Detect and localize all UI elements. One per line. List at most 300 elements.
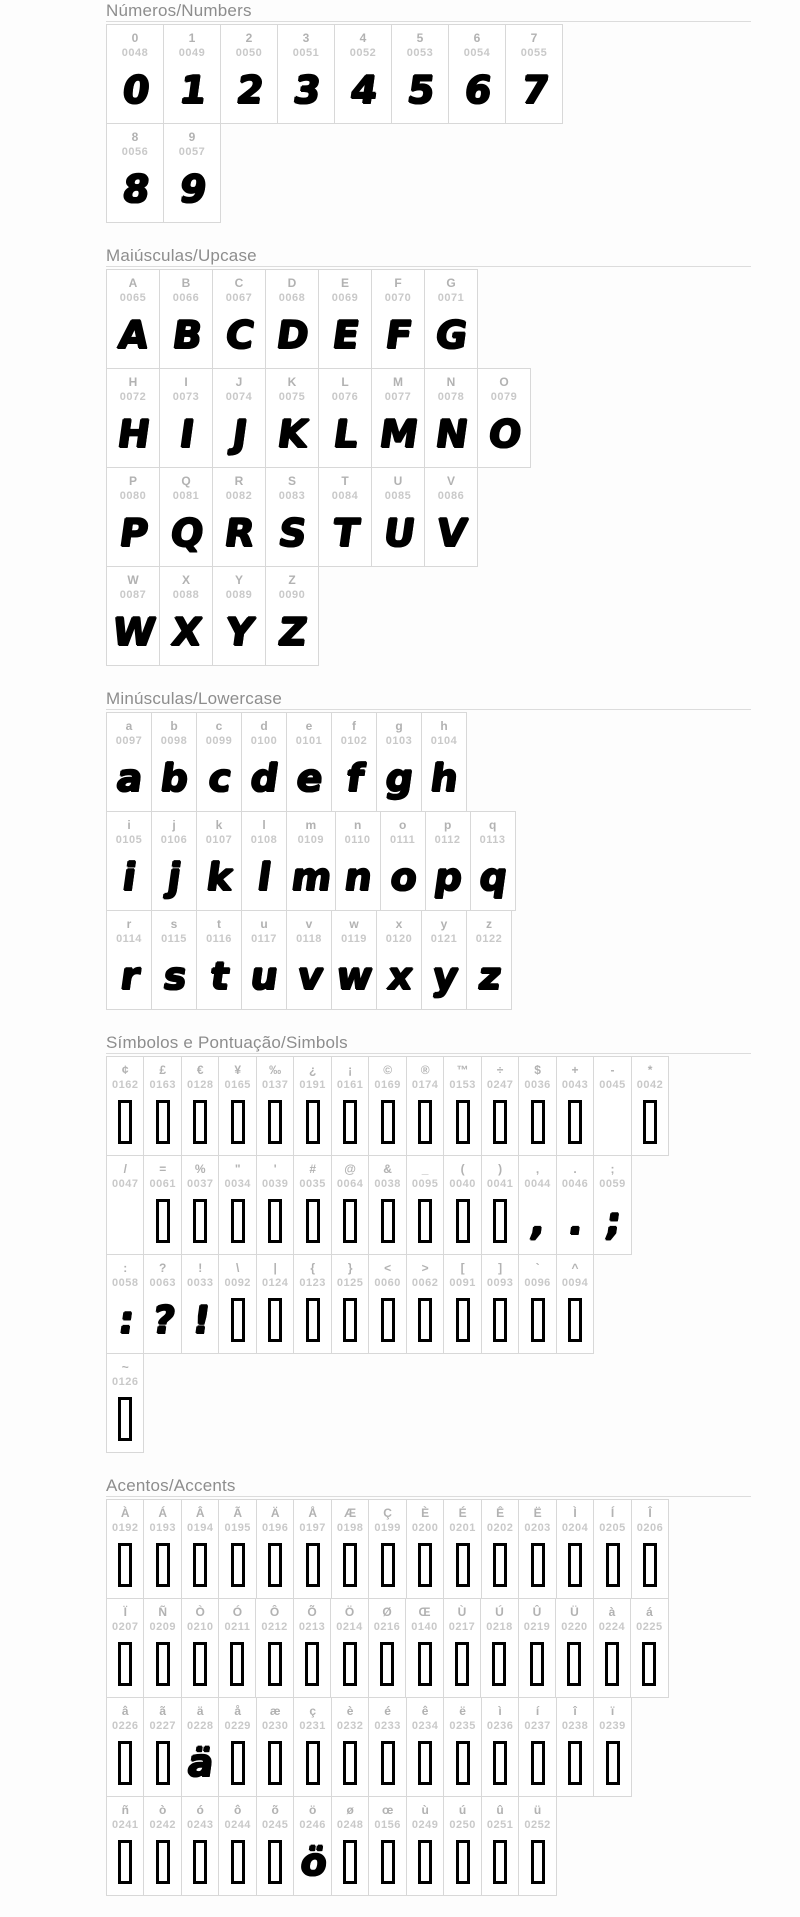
glyph-char-label: ™ (456, 1063, 469, 1077)
glyph-preview-area (449, 1832, 475, 1895)
glyph-preview: b (158, 755, 190, 800)
glyph-preview-area (487, 1832, 513, 1895)
glyph-char-label: I (184, 375, 188, 389)
glyph-cell-0197 (293, 1499, 331, 1599)
glyph-preview-area (334, 946, 374, 1009)
glyph-code-label: 0230 (261, 1720, 289, 1732)
glyph-code-label: 0125 (336, 1277, 364, 1289)
glyph-cell-0041 (481, 1155, 519, 1255)
missing-glyph-box-icon (418, 1298, 432, 1342)
missing-glyph-box-icon (531, 1741, 545, 1785)
glyph-cell-0193 (143, 1499, 181, 1599)
glyph-char-label: @ (344, 1162, 356, 1176)
glyph-cell-0241 (106, 1796, 144, 1896)
glyph-char-label: ~ (121, 1360, 129, 1374)
glyph-code-label: 0118 (296, 933, 322, 945)
glyph-preview-area (165, 503, 207, 566)
glyph-row (106, 24, 756, 124)
glyph-code-label: 0106 (160, 834, 188, 846)
glyph-char-label: Ú (495, 1605, 504, 1619)
missing-glyph-box-icon (343, 1298, 357, 1342)
missing-glyph-box-icon (493, 1840, 507, 1884)
glyph-cell-0048 (106, 24, 164, 124)
glyph-preview-area (112, 1290, 138, 1353)
glyph-code-label: 0038 (374, 1178, 401, 1190)
glyph-preview-area (511, 60, 557, 123)
glyph-cell-0101 (286, 712, 332, 812)
missing-glyph-box-icon (456, 1840, 470, 1884)
glyph-cell-0248 (331, 1796, 369, 1896)
glyph-code-label: 0063 (149, 1277, 176, 1289)
glyph-code-label: 0073 (172, 391, 200, 403)
glyph-preview-area (288, 847, 333, 910)
missing-glyph-box-icon (567, 1642, 581, 1686)
glyph-code-label: 0056 (121, 146, 149, 158)
glyph-char-label: ‰ (269, 1063, 282, 1077)
glyph-char-label: ú (458, 1803, 467, 1817)
missing-glyph-box-icon (343, 1840, 357, 1884)
glyph-cell-0201 (443, 1499, 481, 1599)
glyph-preview-area (271, 305, 313, 368)
missing-glyph-box-icon (493, 1543, 507, 1587)
glyph-code-label: 0057 (178, 146, 206, 158)
glyph-preview-area (483, 404, 525, 467)
glyph-cell-0236 (481, 1697, 519, 1797)
glyph-char-label: Ò (195, 1605, 205, 1619)
glyph-code-label: 0039 (261, 1178, 289, 1190)
glyph-char-label: & (383, 1162, 392, 1176)
glyph-cell-0235 (443, 1697, 481, 1797)
glyph-preview-area (412, 1092, 438, 1155)
glyph-code-label: 0082 (225, 490, 253, 502)
glyph-preview: e (294, 755, 324, 800)
missing-glyph-box-icon (118, 1100, 132, 1144)
glyph-code-label: 0156 (374, 1819, 401, 1831)
glyph-cell-0202 (481, 1499, 519, 1599)
glyph-code-label: 0242 (149, 1819, 176, 1831)
glyph-preview: I (176, 411, 196, 456)
glyph-preview-area (449, 1191, 475, 1254)
glyph-char-label: ' (273, 1162, 277, 1176)
missing-glyph-box-icon (193, 1543, 207, 1587)
glyph-cell-0116 (196, 910, 242, 1010)
glyph-code-label: 0087 (119, 589, 147, 601)
glyph-preview: B (169, 312, 203, 357)
missing-glyph-box-icon (268, 1100, 282, 1144)
glyph-cell-0056 (106, 123, 164, 223)
glyph-preview-area (336, 1634, 362, 1697)
glyph-code-label: 0219 (523, 1621, 551, 1633)
glyph-preview: i (120, 854, 138, 899)
missing-glyph-box-icon (568, 1100, 582, 1144)
glyph-code-label: 0105 (115, 834, 143, 846)
glyph-char-label: ë (459, 1704, 466, 1718)
glyph-code-label: 0052 (349, 47, 377, 59)
glyph-preview-area (382, 748, 416, 811)
glyph-cell-0114 (106, 910, 152, 1010)
glyph-cell-0123 (293, 1254, 331, 1354)
glyph-char-label: p (443, 818, 452, 832)
glyph-cell-0225 (630, 1598, 668, 1698)
glyph-cell-0231 (293, 1697, 331, 1797)
glyph-cell-0092 (218, 1254, 256, 1354)
missing-glyph-box-icon (231, 1840, 245, 1884)
glyph-cell-0198 (331, 1499, 369, 1599)
glyph-cell-0051 (277, 24, 335, 124)
glyph-preview: X (169, 609, 203, 654)
glyph-char-label: œ (381, 1803, 394, 1817)
glyph-preview-area (374, 1092, 400, 1155)
glyph-char-label: - (610, 1063, 615, 1077)
glyph-preview-area (427, 748, 461, 811)
glyph-preview: ? (149, 1297, 176, 1342)
glyph-code-label: 0035 (299, 1178, 326, 1190)
glyph-preview-area (374, 1290, 400, 1353)
section-title: Maiúsculas/Upcase (106, 247, 751, 267)
glyph-cell-0104 (421, 712, 467, 812)
missing-glyph-box-icon (493, 1199, 507, 1243)
glyph-code-label: 0077 (384, 391, 412, 403)
missing-glyph-box-icon (492, 1642, 506, 1686)
missing-glyph-box-icon (118, 1397, 132, 1441)
glyph-code-label: 0093 (486, 1277, 514, 1289)
glyph-code-label: 0114 (116, 933, 142, 945)
glyph-preview-area (524, 1290, 550, 1353)
glyph-code-label: 0064 (336, 1178, 364, 1190)
glyph-code-label: 0053 (406, 47, 434, 59)
glyph-char-label: 4 (359, 31, 367, 45)
glyph-char-label: ä (196, 1704, 204, 1718)
glyph-cell-0085 (371, 467, 425, 567)
glyph-code-label: 0174 (411, 1079, 439, 1091)
glyph-code-label: 0042 (636, 1079, 664, 1091)
glyph-char-label: ù (421, 1803, 429, 1817)
glyph-cell-0245 (256, 1796, 294, 1896)
glyph-code-label: 0065 (119, 292, 147, 304)
glyph-cell-0115 (151, 910, 197, 1010)
glyph-preview-area (157, 847, 191, 910)
glyph-code-label: 0096 (524, 1277, 551, 1289)
glyph-preview-area (299, 1634, 325, 1697)
glyph-code-label: 0095 (411, 1178, 439, 1190)
glyph-char-label: q (488, 818, 497, 832)
glyph-preview: q (476, 854, 509, 899)
glyph-preview: 3 (290, 67, 322, 112)
glyph-cell-0084 (318, 467, 372, 567)
glyph-cell-0077 (371, 368, 425, 468)
glyph-char-label: U (393, 474, 403, 488)
glyph-preview-area (430, 305, 472, 368)
glyph-char-label: € (196, 1063, 204, 1077)
glyph-code-label: 0103 (385, 735, 413, 747)
glyph-cell-0230 (256, 1697, 294, 1797)
glyph-preview-area (297, 1832, 328, 1895)
missing-glyph-box-icon (118, 1543, 132, 1587)
glyph-preview-area (449, 1733, 475, 1796)
missing-glyph-box-icon (268, 1642, 282, 1686)
glyph-cell-0037 (181, 1155, 219, 1255)
glyph-code-label: 0047 (112, 1178, 139, 1190)
section-symbols (106, 1034, 756, 1453)
glyph-preview-area (431, 847, 465, 910)
glyph-code-label: 0206 (636, 1522, 664, 1534)
glyph-code-label: 0237 (524, 1720, 551, 1732)
glyph-char-label: k (215, 818, 223, 832)
glyph-char-label: Í (610, 1506, 615, 1520)
glyph-code-label: 0246 (299, 1819, 326, 1831)
glyph-preview-area (299, 1191, 325, 1254)
glyph-preview-area (224, 1535, 250, 1598)
glyph-char-label: á (646, 1605, 653, 1619)
glyph-cell-0052 (334, 24, 392, 124)
glyph-char-label: ¿ (308, 1063, 317, 1077)
glyph-preview-area (109, 602, 157, 665)
glyph-row (106, 1155, 756, 1255)
glyph-code-label: 0040 (449, 1178, 476, 1190)
glyph-row (106, 1697, 756, 1797)
missing-glyph-box-icon (305, 1642, 319, 1686)
glyph-code-label: 0037 (186, 1178, 214, 1190)
glyph-cell-0226 (106, 1697, 144, 1797)
glyph-preview-area (486, 1634, 512, 1697)
glyph-code-label: 0236 (486, 1720, 514, 1732)
missing-glyph-box-icon (231, 1199, 245, 1243)
glyph-preview-area (112, 946, 146, 1009)
glyph-preview-area (430, 503, 472, 566)
glyph-preview: l (255, 854, 273, 899)
glyph-preview-area (149, 1092, 175, 1155)
glyph-code-label: 0233 (374, 1720, 401, 1732)
missing-glyph-box-icon (493, 1298, 507, 1342)
glyph-cell-0224 (593, 1598, 631, 1698)
glyph-code-label: 0231 (299, 1720, 326, 1732)
glyph-cell-0137 (256, 1056, 294, 1156)
missing-glyph-box-icon (306, 1100, 320, 1144)
glyph-cell-0165 (218, 1056, 256, 1156)
glyph-preview-area (202, 847, 236, 910)
glyph-code-label: 0209 (149, 1621, 176, 1633)
missing-glyph-box-icon (381, 1543, 395, 1587)
glyph-preview-area (487, 1290, 513, 1353)
glyph-char-label: ] (498, 1261, 503, 1275)
glyph-preview-area (337, 1092, 363, 1155)
glyph-char-label: Ó (232, 1605, 243, 1619)
missing-glyph-box-icon (306, 1543, 320, 1587)
glyph-code-label: 0224 (598, 1621, 626, 1633)
glyph-preview-area (562, 1290, 588, 1353)
glyph-preview: d (248, 755, 280, 800)
missing-glyph-box-icon (118, 1840, 132, 1884)
glyph-char-label: v (305, 917, 313, 931)
glyph-cell-0191 (293, 1056, 331, 1156)
glyph-char-label: C (234, 276, 244, 290)
glyph-code-label: 0044 (524, 1178, 551, 1190)
glyph-code-label: 0196 (261, 1522, 289, 1534)
glyph-preview: Z (276, 609, 308, 654)
glyph-preview-area (412, 1290, 438, 1353)
glyph-char-label: H (128, 375, 138, 389)
glyph-char-label: f (352, 719, 356, 733)
glyph-preview-area (218, 503, 260, 566)
glyph-cell-0093 (481, 1254, 519, 1354)
glyph-char-label: © (383, 1063, 393, 1077)
glyph-preview: : (115, 1297, 135, 1342)
section-title: Números/Numbers (106, 2, 751, 22)
glyph-preview: 4 (347, 67, 379, 112)
missing-glyph-box-icon (568, 1741, 582, 1785)
glyph-preview-area (224, 1832, 250, 1895)
glyph-preview-area (341, 847, 375, 910)
glyph-char-label: ï (610, 1704, 615, 1718)
glyph-preview-area (637, 1535, 663, 1598)
glyph-preview-area (411, 1634, 437, 1697)
glyph-char-label: L (341, 375, 349, 389)
glyph-code-label: 0059 (599, 1178, 626, 1190)
glyph-char-label: [ (460, 1261, 465, 1275)
glyph-code-label: 0110 (344, 834, 371, 846)
missing-glyph-box-icon (193, 1100, 207, 1144)
glyph-cell-0071 (424, 269, 478, 369)
glyph-code-label: 0099 (205, 735, 233, 747)
glyph-char-label: 6 (473, 31, 481, 45)
glyph-code-label: 0251 (486, 1819, 514, 1831)
glyph-char-label: $ (534, 1063, 541, 1077)
glyph-preview: A (116, 312, 150, 357)
glyph-code-label: 0058 (112, 1277, 139, 1289)
glyph-cell-0075 (265, 368, 319, 468)
glyph-preview: 2 (233, 67, 265, 112)
glyph-cell-0227 (143, 1697, 181, 1797)
glyph-cell-0247 (481, 1056, 519, 1156)
glyph-char-label: û (496, 1803, 504, 1817)
glyph-code-label: 0169 (374, 1079, 401, 1091)
glyph-preview-area (476, 847, 510, 910)
glyph-code-label: 0226 (112, 1720, 139, 1732)
glyph-char-label: % (194, 1162, 206, 1176)
glyph-char-label: ¡ (348, 1063, 353, 1077)
glyph-cell-0087 (106, 566, 160, 666)
missing-glyph-box-icon (381, 1741, 395, 1785)
glyph-char-label: À (120, 1506, 130, 1520)
glyph-char-label: G (446, 276, 456, 290)
glyph-code-label: 0100 (250, 735, 278, 747)
glyph-cell-0067 (212, 269, 266, 369)
glyph-preview: G (433, 312, 469, 357)
glyph-cell-0251 (481, 1796, 519, 1896)
glyph-code-label: 0192 (112, 1522, 139, 1534)
glyph-code-label: 0088 (172, 589, 200, 601)
glyph-preview: C (222, 312, 256, 357)
glyph-cell-0072 (106, 368, 160, 468)
glyph-char-label: R (234, 474, 244, 488)
glyph-preview-area (185, 1733, 216, 1796)
glyph-char-label: ¥ (234, 1063, 242, 1077)
glyph-preview-area (472, 946, 506, 1009)
glyph-cell-0058 (106, 1254, 144, 1354)
glyph-preview-area (224, 1733, 250, 1796)
glyph-char-label: Ë (533, 1506, 542, 1520)
glyph-preview-area (374, 1191, 400, 1254)
glyph-code-label: 0122 (475, 933, 503, 945)
glyph-char-label: / (123, 1162, 127, 1176)
glyph-row (106, 1254, 756, 1354)
glyph-preview-area (324, 305, 366, 368)
missing-glyph-box-icon (118, 1642, 132, 1686)
missing-glyph-box-icon (231, 1543, 245, 1587)
glyph-cell-0042 (631, 1056, 669, 1156)
glyph-code-label: 0067 (225, 292, 253, 304)
glyph-code-label: 0119 (341, 933, 367, 945)
glyph-preview-area (454, 60, 500, 123)
glyph-preview-area (337, 1733, 363, 1796)
glyph-preview-area (292, 748, 326, 811)
section-uppercase (106, 247, 756, 666)
glyph-preview-area (271, 503, 313, 566)
glyph-preview-area (524, 1634, 550, 1697)
glyph-cell-0036 (518, 1056, 556, 1156)
glyph-cell-0118 (286, 910, 332, 1010)
missing-glyph-box-icon (606, 1543, 620, 1587)
glyph-row (106, 368, 756, 468)
glyph-preview: 9 (176, 166, 208, 211)
glyph-cell-0040 (443, 1155, 481, 1255)
glyph-preview: p (431, 854, 464, 899)
glyph-code-label: 0124 (261, 1277, 289, 1289)
glyph-char-label: Â (195, 1506, 205, 1520)
glyph-preview-area (449, 1290, 475, 1353)
missing-glyph-box-icon (380, 1642, 394, 1686)
missing-glyph-box-icon (268, 1840, 282, 1884)
glyph-cell-0081 (159, 467, 213, 567)
glyph-preview-area (224, 1092, 250, 1155)
glyph-code-label: 0239 (599, 1720, 626, 1732)
glyph-cell-0196 (256, 1499, 294, 1599)
glyph-char-label: î (573, 1704, 577, 1718)
glyph-preview-area (397, 60, 443, 123)
glyph-code-label: 0033 (186, 1277, 214, 1289)
glyph-code-label: 0112 (434, 834, 461, 846)
missing-glyph-box-icon (306, 1199, 320, 1243)
glyph-cell-0068 (265, 269, 319, 369)
glyph-char-label: { (310, 1261, 315, 1275)
missing-glyph-box-icon (568, 1298, 582, 1342)
glyph-char-label: Ö (344, 1605, 355, 1619)
glyph-cell-0069 (318, 269, 372, 369)
glyph-char-label: Œ (418, 1605, 431, 1619)
glyph-code-label: 0205 (599, 1522, 626, 1534)
glyph-code-label: 0062 (411, 1277, 439, 1289)
glyph-cell-0038 (368, 1155, 406, 1255)
glyph-preview: 0 (119, 67, 151, 112)
glyph-cell-0073 (159, 368, 213, 468)
glyph-cell-0112 (425, 811, 471, 911)
glyph-preview-area (202, 946, 236, 1009)
glyph-code-label: 0248 (336, 1819, 364, 1831)
missing-glyph-box-icon (456, 1199, 470, 1243)
glyph-preview-area (412, 1535, 438, 1598)
glyph-code-label: 0094 (561, 1277, 589, 1289)
glyph-char-label: T (341, 474, 349, 488)
missing-glyph-box-icon (343, 1100, 357, 1144)
glyph-code-label: 0066 (172, 292, 200, 304)
glyph-code-label: 0113 (479, 834, 506, 846)
glyph-char-label: ê (421, 1704, 429, 1718)
glyph-preview-area (292, 946, 326, 1009)
missing-glyph-box-icon (306, 1298, 320, 1342)
glyph-preview-area (377, 305, 419, 368)
glyph-code-label: 0080 (119, 490, 147, 502)
glyph-cell-0126 (106, 1353, 144, 1453)
